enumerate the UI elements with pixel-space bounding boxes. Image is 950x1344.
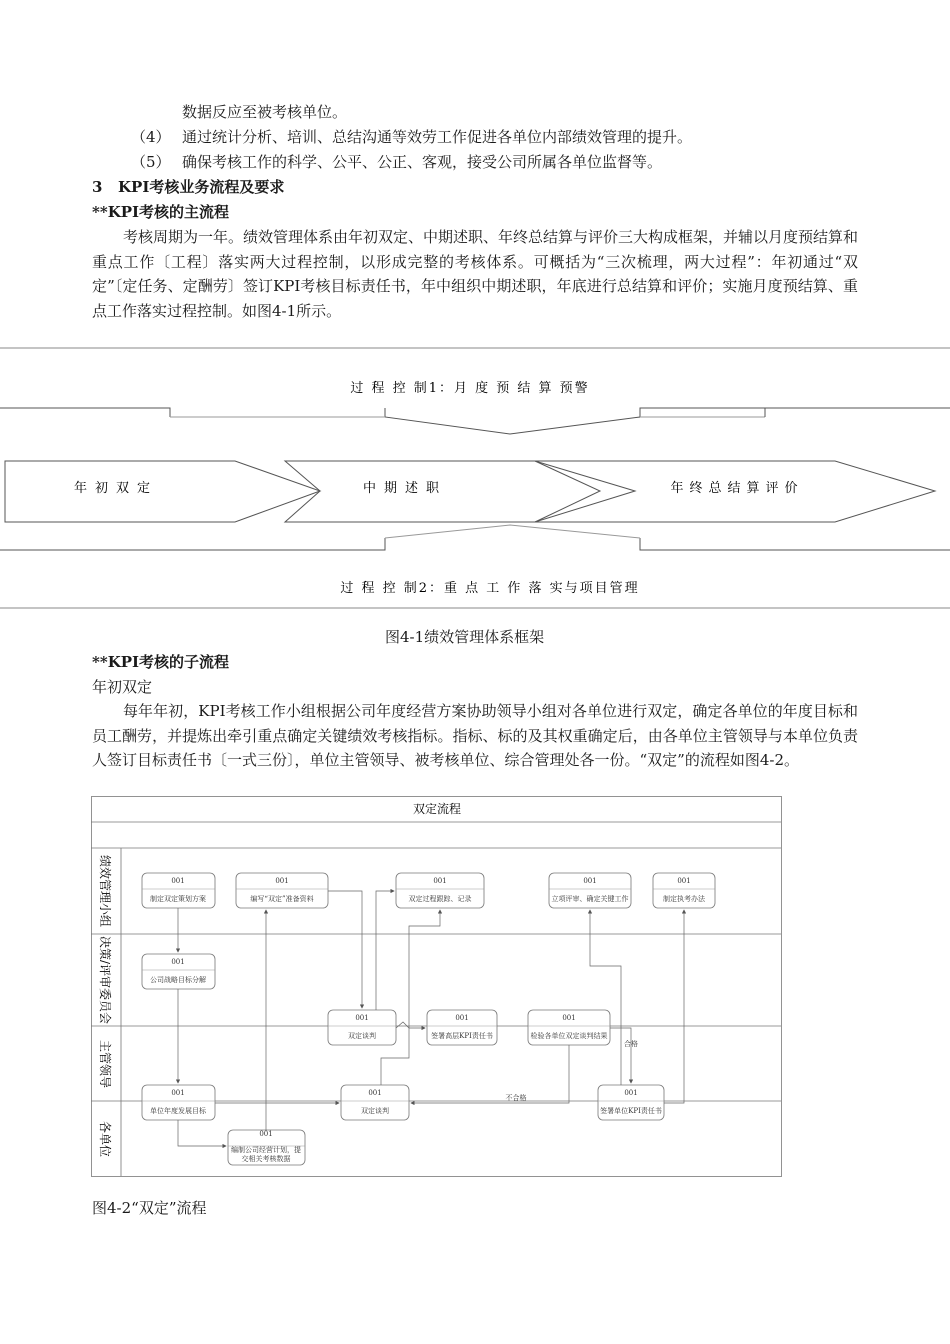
box-label: 双定过程跟踪、记录 (408, 895, 472, 903)
flowchart-title: 双定流程 (412, 802, 462, 816)
paragraph: 每年年初，KPI考核工作小组根据公司年度经营方案协助领导小组对各单位进行双定，确定各单位的年度目标和员工酬劳，并提炼出牵引重点确定关键绩效考核指标。指标、标的及其权重确定后，由各单位主管领导与本单位负责人签订目标责任书〔一式三份〕，单位主管领导、被考核单位、综合管理处各一份。“双定”的流程如图4-2。 (92, 702, 858, 769)
box-code: 001 (624, 1089, 638, 1097)
fail-label: 不合格 (505, 1094, 527, 1102)
box-code: 001 (433, 877, 447, 885)
list-number: （5） (131, 153, 171, 171)
box-label: 单位年度发展目标 (150, 1107, 206, 1115)
figure-caption: 图4-2“双定”流程 (92, 1199, 207, 1217)
box-label: 编写“双定”准备资料 (250, 895, 314, 903)
text-line: 数据反应至被考核单位。 (182, 103, 348, 121)
box-label: 制定执考办法 (663, 895, 705, 903)
box-label: 制定双定策划方案 (150, 895, 206, 903)
box-code: 001 (259, 1130, 273, 1138)
list-item: 确保考核工作的科学、公平、公正、客观，接受公司所属各单位监督等。 (182, 153, 663, 171)
box-label: 签署高层KPI责任书 (431, 1032, 493, 1040)
list-number: （4） (131, 128, 171, 146)
box-label: 双定谈判 (348, 1032, 376, 1040)
subsection-title: **KPI考核的子流程 (92, 653, 230, 671)
framework-diagram (0, 340, 950, 620)
box-label: 立项评审、确定关键工作 (551, 895, 629, 903)
paragraph: 考核周期为一年。绩效管理体系由年初双定、中期述职、年终总结算与评价三大构成框架，并辅以月度预结算和重点工作〔工程〕落实两大过程控制，以形成完整的考核体系。可概括为“三次梳理，两大过程”：年初通过“双定”〔定任务、定酬劳〕签订KPI考核目标责任书，年中组织中期述职，年底进行总结算和评价；实施月度预结算、重点工作落实过程控制。如图4-1所示。 (92, 228, 859, 320)
section-number: 3 (92, 178, 103, 196)
figure-caption: 图4-1绩效管理体系框架 (385, 628, 545, 646)
box-label: 签署单位KPI责任书 (600, 1107, 662, 1115)
box-code: 001 (355, 1014, 369, 1022)
box-label: 公司战略目标分解 (150, 976, 206, 984)
box-code: 001 (275, 877, 289, 885)
section-title: KPI考核业务流程及要求 (118, 178, 285, 196)
list-item: 通过统计分析、培训、总结沟通等效劳工作促进各单位内部绩效管理的提升。 (182, 128, 693, 146)
pass-label: 合格 (624, 1040, 638, 1048)
flowchart (91, 796, 783, 1178)
heading: 年初双定 (92, 678, 153, 696)
top-process-label: 过 程 控 制1：月 度 预 结 算 预警 (350, 381, 590, 396)
box-code: 001 (455, 1014, 469, 1022)
box-code: 001 (171, 958, 185, 966)
box-code: 001 (171, 877, 185, 885)
box-label: 检验各单位双定谈判结果 (530, 1032, 608, 1040)
box-code: 001 (562, 1014, 576, 1022)
box-label: 交相关考核数据 (241, 1155, 291, 1163)
lane-label: 决策/评审委员会 (98, 935, 112, 1025)
box-label: 编制公司经营计划，提 (231, 1146, 301, 1154)
box-code: 001 (368, 1089, 382, 1097)
lane-label: 主管领导 (98, 1039, 112, 1089)
box-code: 001 (677, 877, 691, 885)
stage-label: 中期述职 (362, 481, 448, 496)
box-code: 001 (171, 1089, 185, 1097)
lane-label: 各单位 (98, 1120, 112, 1158)
stage-label: 年终总结算评价 (670, 481, 804, 496)
stage-label: 年初双定 (73, 481, 159, 496)
bottom-process-label: 过 程 控 制2：重 点 工 作 落 实与项目管理 (340, 581, 640, 596)
box-code: 001 (583, 877, 597, 885)
subsection-title: **KPI考核的主流程 (92, 203, 230, 221)
lane-label: 绩效管理小组 (98, 854, 112, 928)
box-label: 双定谈判 (361, 1107, 389, 1115)
